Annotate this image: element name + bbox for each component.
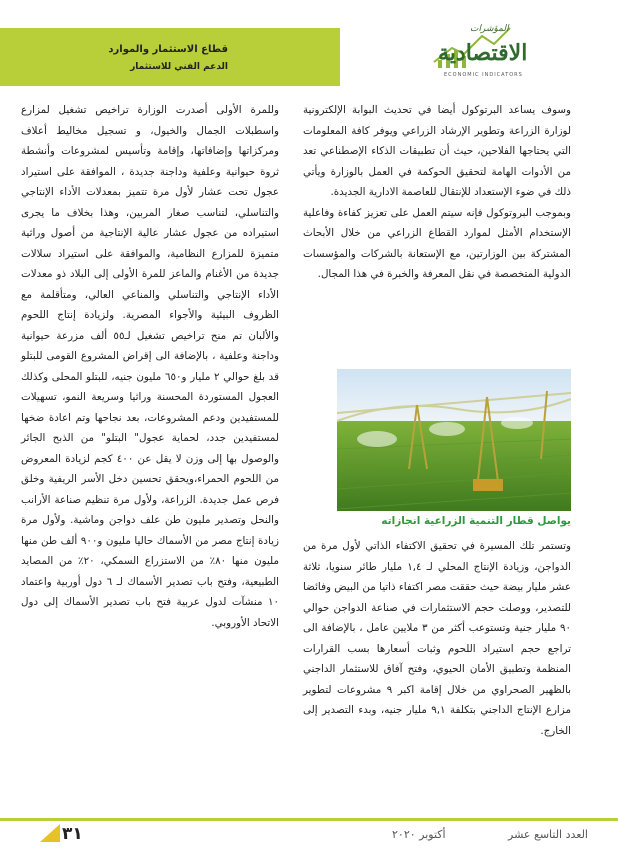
logo-small-text: المؤشرات bbox=[470, 24, 509, 34]
right-column-upper bbox=[303, 100, 571, 285]
irrigation-photo bbox=[337, 369, 571, 511]
paragraph: وسوف يساعد البرتوكول أيضا في تحديث البوابة الإلكترونية لوزارة الزراعة وتطوير الإرشاد الزراعي ويوفر كافة المعلومات التي يحتاجها الفلاحين، حيث أن تطبيقات الذكاء الإصطناعي تعد من الأدوات الهامة لتحقيق الحوكمة في العمل بالوزارة ويأتي ذلك في ضوء الإستعداد للإنتقال للعاصمة الادارية الجديدة. bbox=[303, 104, 571, 198]
left-column bbox=[21, 100, 279, 633]
corner-triangle-icon bbox=[40, 824, 60, 842]
paragraph: وتستمر تلك المسيرة في تحقيق الاكتفاء الذاتي لأول مرة من الدواجن، وزيادة الإنتاج المحلي لـ ١,٤ مليار طائر سنويا، ثلاثة عشر مليار بيضة حيث حققت مصر اكتفاء ذاتيا من البيض وفائضا للتصدير، ووصلت حجم الاستثمارات في صناعة الدواجن حوالي ٩٠ مليار جنية وتستوعب أكثر من ٣ ملايين عامل ، بالإضافة الى تراجع حجم استيراد اللحوم وثبات أسعارها بسب القرارات المنظمة وتطبيق الأمان الحيوي، وفتح آفاق للاستثمار الداجني بالظهير الصحراوي من خلال إقامة اكبر ٩ مشروعات لتطوير مزارع الإنتاج الداجني بتكلفة ٩,١ مليار جنيه، وبدء التصدير إلى الخارج. bbox=[303, 540, 572, 737]
header-green-band bbox=[0, 28, 340, 86]
logo-main-text: الاقتصادية bbox=[438, 40, 528, 66]
logo-tagline: ECONOMIC INDICATORS bbox=[444, 72, 523, 78]
irrigation-photo-art bbox=[337, 369, 571, 511]
right-column-lower bbox=[303, 536, 571, 741]
footer-rule bbox=[0, 818, 618, 821]
photo-caption: يواصل قطار التنمية الزراعية انجازاته bbox=[381, 515, 571, 527]
sector-subtitle: الدعم الفني للاستثمار bbox=[130, 62, 228, 72]
sector-title: قطاع الاستثمار والموارد bbox=[108, 44, 228, 55]
issue-month: أكتوبر ٢٠٢٠ bbox=[392, 828, 446, 841]
page-header bbox=[0, 0, 618, 86]
paragraph: وللمرة الأولى أصدرت الوزارة تراخيص تشغيل لمزارع واسطبلات الجمال والخيول، و تسجيل مخاليط أعلاف ومركزاتها وإضافاتها، وإقامة وتأسيس لمشروعات وأنشطة ثروة حيوانية وعلفية وداجنة جديدة ، الموافقة على استيراد عجول تحت عشار لأول مرة تتميز بمعدلات الأداء الإنتاجي والتناسلي، لتناسب صغار المربين، وهذا بخلاف ما يجرى استيراده من عجول عشار عالية الإنتاجية من أصول وراثية متميزة للمزارع النظامية، والموافقة على استيراد سلالات جديدة من الأغنام والماعز للمرة الأولى إلى البلاد ذو معدلات الأداء الإنتاجي والتناسلي والمناعي العالي، ومتأقلمة مع الظروف البيئية والأجواء المصرية. ولزيادة إنتاج اللحوم والألبان تم منح تراخيص تشغيل لـ٥٥ ألف مزرعة حيوانية وداجنة وعلفية ، بالإضافة الى إقراض المشروع القومى للبتلو قد بلغ حوالي ٢ مليار و٦٥٠ مليون جنيه، للبتلو المحلى وكذلك العجول المستوردة المحسنة وراثيا وسريعة النمو، تسهيلات للمستفيدين ودعم المشروعات، بعد نجاحها وتم اعادة ضخها لمستفيدين جدد، لحماية عجول" البتلو" من الذبح الجائر والوصول بها إلى وزن لا يقل عن ٤٠٠ كجم لزيادة المعروض من اللحوم الحمراء،ويحقق تحسين دخل الأسر الريفية وخلق فرص عمل جديدة. الزراعة، ولأول مرة تنظيم صناعة الأرانب والنحل وتصدير مليون طن علف دواجن وماشية. ولأول مرة زيادة إنتاج مصر من الأسماك حاليا مليون و٩٠٠ ألف طن منها مليون منها ٨٠٪ من الاستزراع السمكي، ٢٠٪ من المصايد الطبيعية، وفتح باب تصدير الأسماك لـ ٦ دول أوربية واعتماد ١٠ منشآت لدول عربية فتح باب تصدير الأسماك إلى دول الاتحاد الأوروبي. bbox=[21, 104, 280, 629]
page-number: ٣١ bbox=[62, 824, 83, 844]
paragraph: وبموجب البروتوكول فإنه سيتم العمل على تعزيز كفاءة وفاعلية الإستخدام الأمثل لموارد القطاع الزراعي من خلال الأبحاث المشتركة بين الوزارتين، مع الإستعانة بالشركات والمؤسسات الدولية المتخصصة في نقل المعرفة والخبرة في هذا المجال. bbox=[303, 206, 571, 280]
issue-number: العدد التاسع عشر bbox=[508, 828, 588, 841]
